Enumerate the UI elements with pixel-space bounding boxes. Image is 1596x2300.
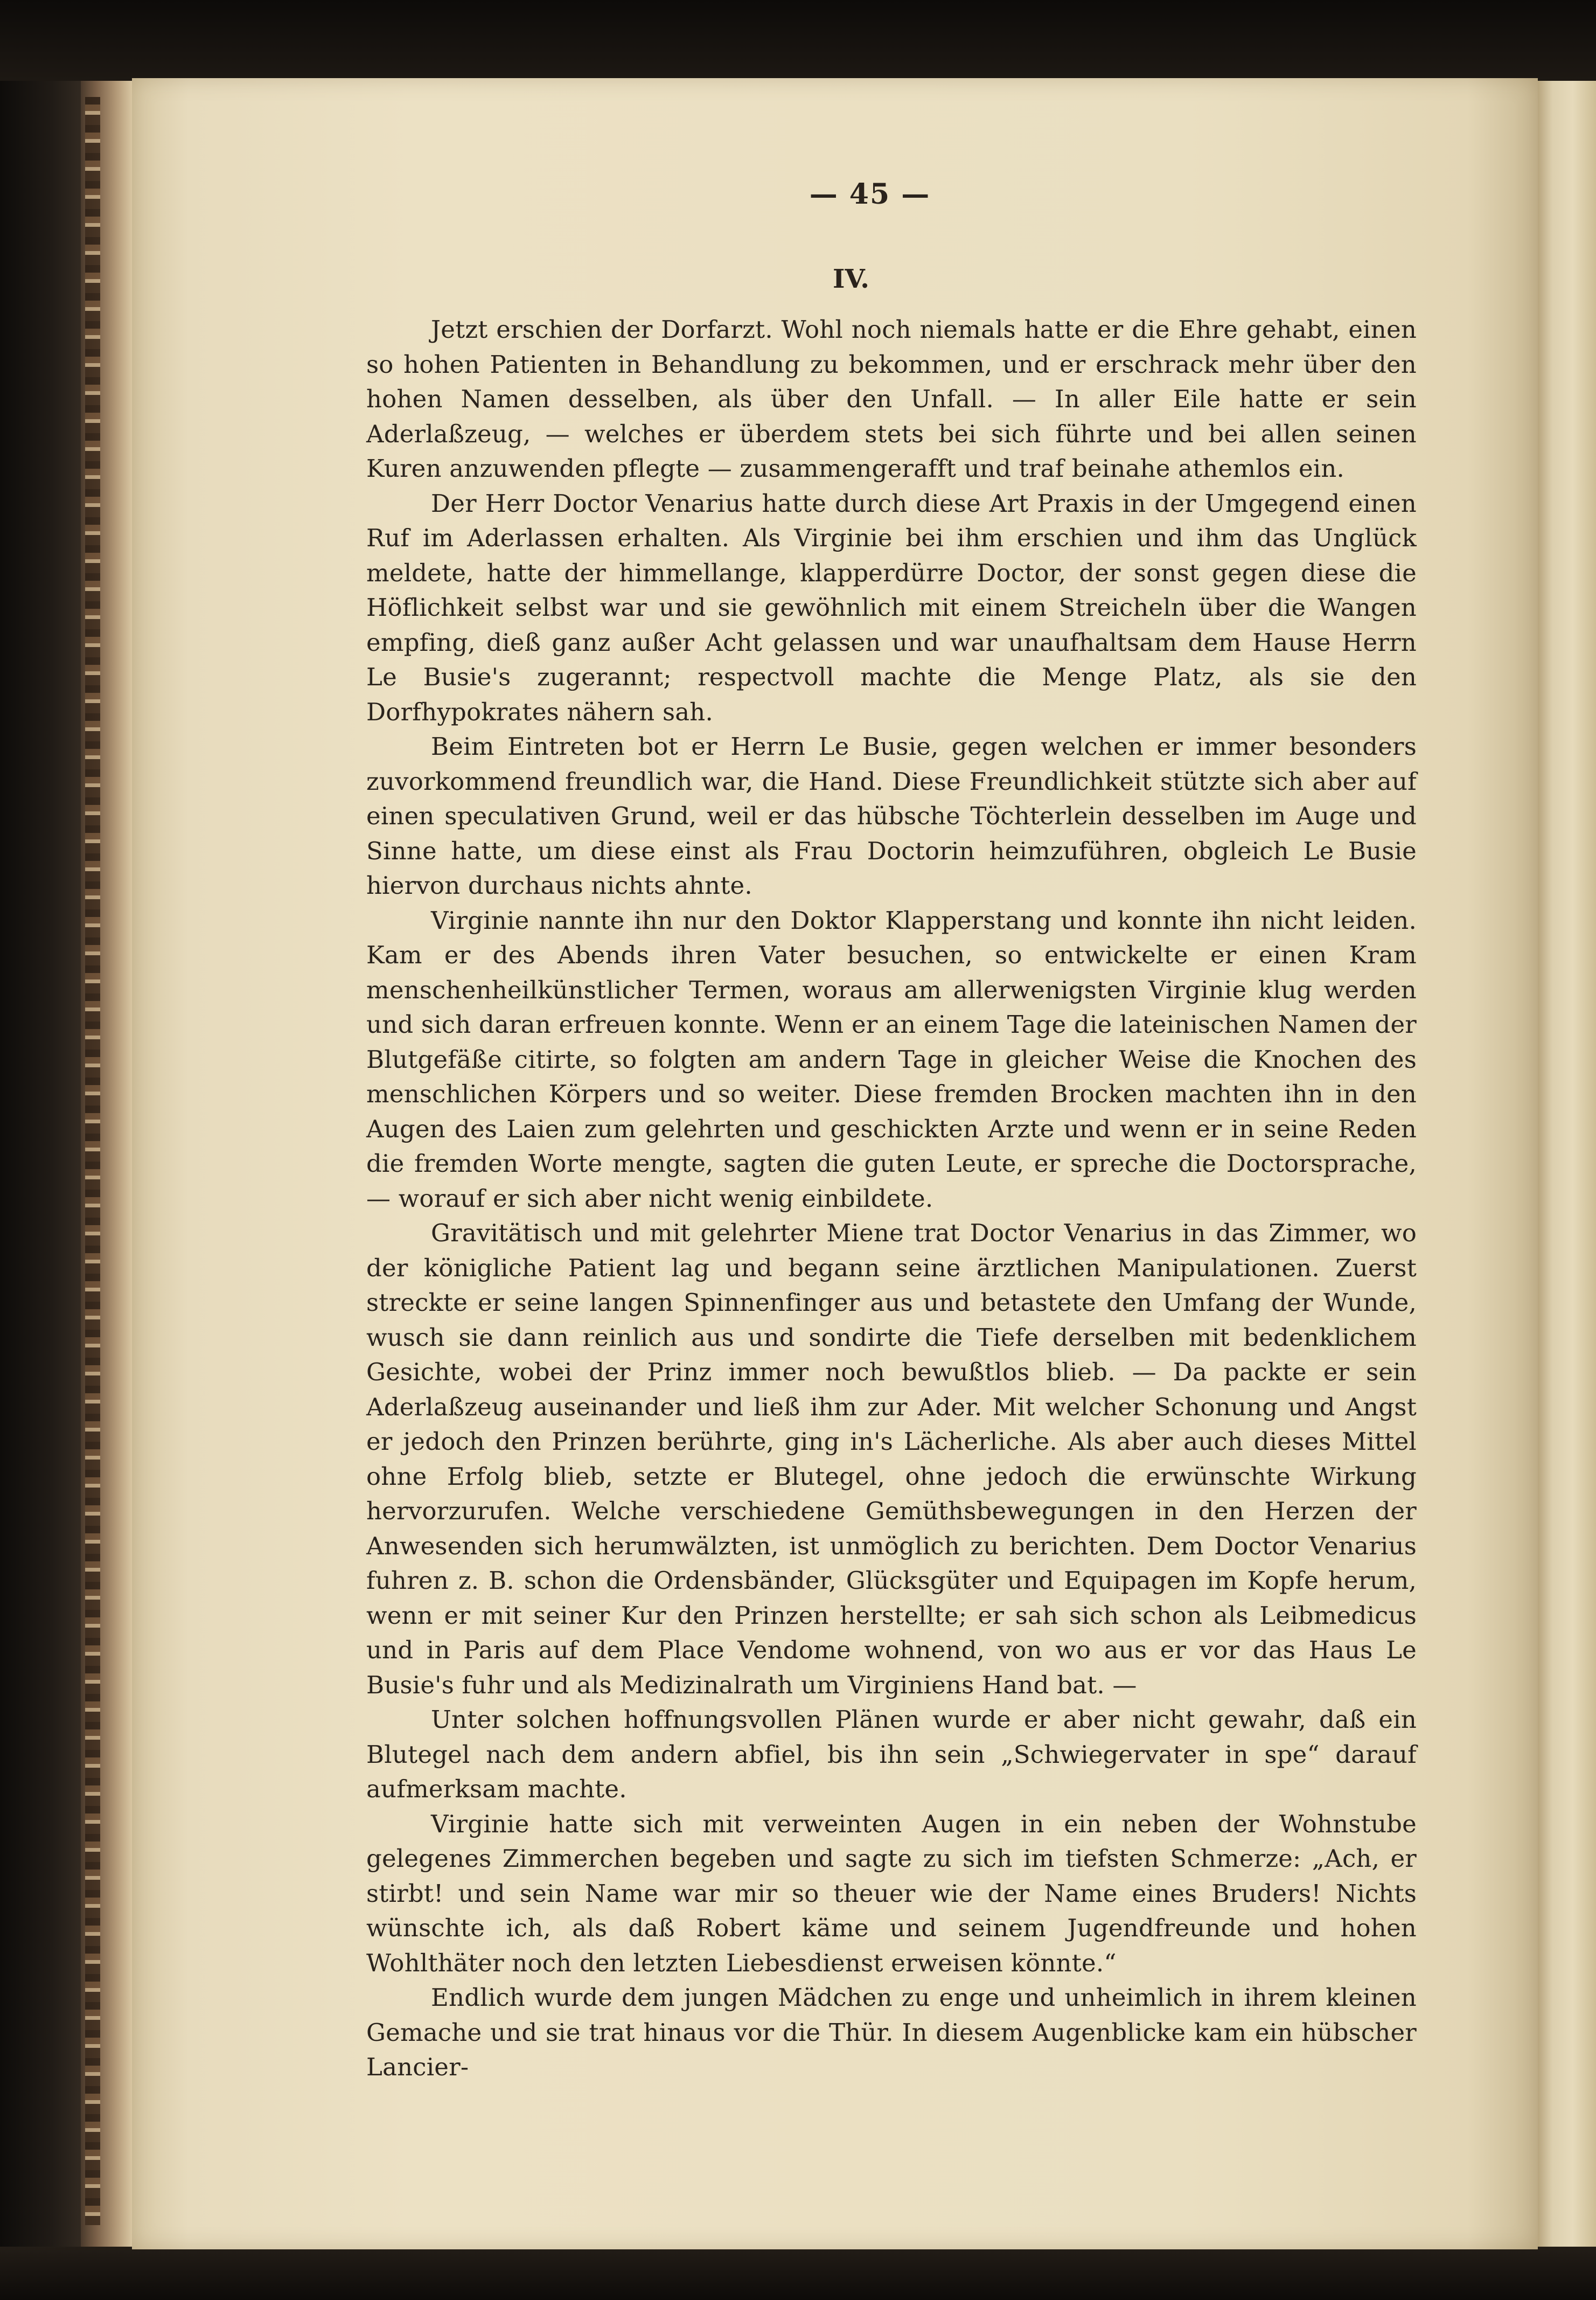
page-number: — 45 —	[809, 178, 931, 211]
next-page-edge	[1538, 81, 1596, 2247]
scan-background-top	[0, 0, 1596, 81]
scan-background-bottom	[0, 2247, 1596, 2300]
page-text-block	[366, 178, 1417, 2085]
paragraph: Virginie nannte ihn nur den Doktor Klapperstang und konnte ihn nicht leiden. Kam er des Abends ihren Vater besuchen, so entwickelte er einen Kram menschenheilkünstlicher Termen, woraus am allerwenigsten Virginie klug werden und sich daran erfreuen konnte. Wenn er an einem Tage die lateinischen Namen der Blutgefäße citirte, so folgten am andern Tage in gleicher Weise die Knochen des menschlichen Körpers und so weiter. Diese fremden Brocken machten ihn in den Augen des Laien zum gelehrten und geschickten Arzte und wenn er in seine Reden die fremden Worte mengte, sagten die guten Leute, er spreche die Doctorsprache, — worauf er sich aber nicht wenig einbildete.	[366, 906, 1417, 1213]
chapter-heading: IV.	[832, 264, 869, 294]
scan-background-left	[0, 0, 94, 2300]
paragraph: Der Herr Doctor Venarius hatte durch diese Art Praxis in der Umgegend einen Ruf im Aderlassen erhalten. Als Virginie bei ihm erschien und ihm das Unglück meldete, hatte der himmellange, klapperdürre Doctor, der sonst gegen diese die Höflichkeit selbst war und sie gewöhnlich mit einem Streicheln über die Wangen empfing, dieß ganz außer Acht gelassen und war unaufhaltsam dem Hause Herrn Le Busie's zugerannt; respectvoll machte die Menge Platz, als sie den Dorfhypokrates nähern sah.	[366, 489, 1417, 726]
marbled-binding-edge	[85, 97, 100, 2225]
paragraph: Virginie hatte sich mit verweinten Augen in ein neben der Wohnstube gelegenes Zimmerchen begeben und sagte zu sich im tiefsten Schmerze: „Ach, er stirbt! und sein Name war mir so theuer wie der Name eines Bruders! Nichts wünschte ich, als daß Robert käme und seinem Jugendfreunde und hohen Wohlthäter noch den letzten Liebesdienst erweisen könnte.“	[366, 1809, 1417, 1977]
paragraph: Unter solchen hoffnungsvollen Plänen wurde er aber nicht gewahr, daß ein Blutegel nach dem andern abfiel, bis ihn sein „Schwiegervater in spe“ darauf aufmerksam machte.	[366, 1705, 1417, 1803]
paragraph: Jetzt erschien der Dorfarzt. Wohl noch niemals hatte er die Ehre gehabt, einen so hohen Patienten in Behandlung zu bekommen, und er erschrack mehr über den hohen Namen desselben, als über den Unfall. — In aller Eile hatte er sein Aderlaßzeug, — welches er überdem stets bei sich führte und bei allen seinen Kuren anzuwenden pflegte — zusammengerafft und traf beinahe athemlos ein.	[366, 315, 1417, 483]
paragraph: Endlich wurde dem jungen Mädchen zu enge und unheimlich in ihrem kleinen Gemache und sie trat hinaus vor die Thür. In diesem Augenblicke kam ein hübscher Lancier-	[366, 1983, 1417, 2081]
paragraph: Beim Eintreten bot er Herrn Le Busie, gegen welchen er immer besonders zuvorkommend freundlich war, die Hand. Diese Freundlichkeit stützte sich aber auf einen speculativen Grund, weil er das hübsche Töchterlein desselben im Auge und Sinne hatte, um diese einst als Frau Doctorin heimzuführen, obgleich Le Busie hiervon durchaus nichts ahnte.	[366, 732, 1417, 900]
paragraph: Gravitätisch und mit gelehrter Miene trat Doctor Venarius in das Zimmer, wo der königliche Patient lag und begann seine ärztlichen Manipulationen. Zuerst streckte er seine langen Spinnenfinger aus und betastete den Umfang der Wunde, wusch sie dann reinlich aus und sondirte die Tiefe derselben mit bedenklichem Gesichte, wobei der Prinz immer noch bewußtlos blieb. — Da packte er sein Aderlaßzeug auseinander und ließ ihm zur Ader. Mit welcher Schonung und Angst er jedoch den Prinzen berührte, ging in's Lächerliche. Als aber auch dieses Mittel ohne Erfolg blieb, setzte er Blutegel, ohne jedoch die erwünschte Wirkung hervorzurufen. Welche verschiedene Gemüthsbewegungen in den Herzen der Anwesenden sich herumwälzten, ist unmöglich zu berichten. Dem Doctor Venarius fuhren z. B. schon die Ordensbänder, Glücksgüter und Equipagen im Kopfe herum, wenn er mit seiner Kur den Prinzen herstellte; er sah sich schon als Leibmedicus und in Paris auf dem Place Vendome wohnend, von wo aus er vor das Haus Le Busie's fuhr und als Medizinalrath um Virginiens Hand bat. —	[366, 1219, 1417, 1699]
